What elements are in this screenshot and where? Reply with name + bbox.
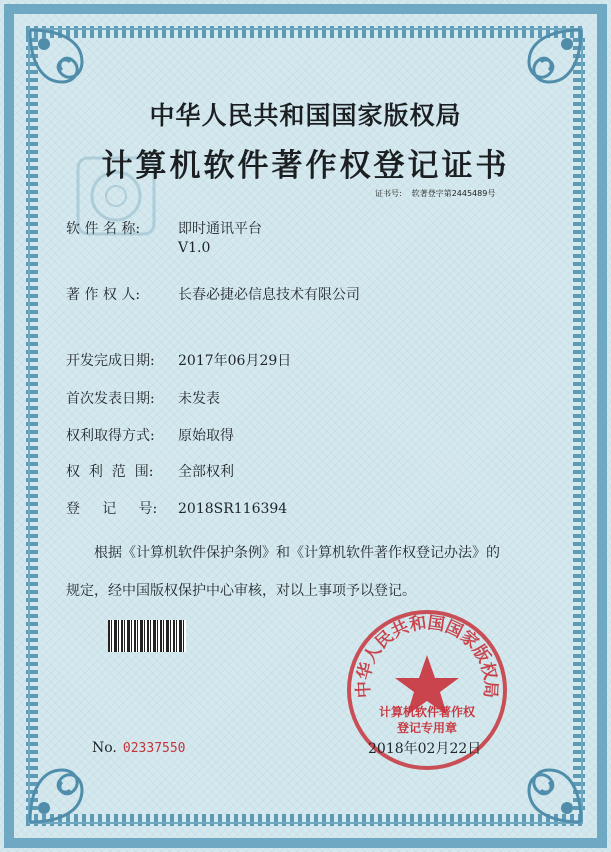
certificate-title: 计算机软件著作权登记证书 [101, 148, 510, 184]
first-publish-label: 首次发表日期: [66, 391, 155, 407]
corner-ornament-icon [499, 740, 589, 830]
owner-label: 著 作 权 人: [66, 287, 141, 303]
seal-line-2: 登记专用章 [396, 721, 457, 735]
software-name-value: 即时通讯平台 [178, 221, 262, 237]
acquisition-row [66, 425, 234, 445]
body-paragraph [66, 534, 556, 610]
serial-number-value: 02337550 [122, 741, 186, 756]
certificate-number [375, 188, 505, 199]
registration-value: 2018SR116394 [178, 501, 288, 517]
issue-date: 2018年02月22日 [368, 741, 482, 757]
first-publish-value: 未发表 [178, 391, 220, 407]
owner-value: 长春必捷必信息技术有限公司 [178, 287, 360, 303]
scope-value: 全部权利 [178, 464, 234, 480]
first-publish-row [66, 388, 220, 408]
registration-row [66, 498, 287, 518]
seal-line-1: 计算机软件著作权 [378, 705, 475, 719]
completion-date-row [66, 350, 291, 370]
software-name-label: 软 件 名 称: [66, 221, 141, 237]
barcode [108, 620, 186, 652]
acquisition-value: 原始取得 [178, 428, 234, 444]
issuer-title: 中华人民共和国国家版权局 [149, 101, 462, 130]
software-name-row [66, 218, 262, 256]
software-version-value: V1.0 [178, 240, 211, 256]
completion-date-value: 2017年06月29日 [178, 353, 292, 369]
serial-number-label: No. [92, 740, 117, 756]
scope-label: 权 利 范 围: [66, 464, 154, 480]
body-line-1: 根据《计算机软件保护条例》和《计算机软件著作权登记办法》的 [94, 545, 500, 561]
scope-row [66, 461, 234, 481]
seal-center-text [370, 704, 484, 736]
certificate-number-label: 证书号: [375, 189, 402, 198]
seal-ring-text: 中华人民共和国国家版权局 [353, 613, 501, 699]
certificate-number-value: 软著登字第2445489号 [411, 189, 496, 198]
registration-label: 登 记 号: [66, 501, 158, 517]
serial-number [92, 740, 186, 756]
body-line-2: 规定，经中国版权保护中心审核，对以上事项予以登记。 [66, 583, 416, 599]
completion-date-label: 开发完成日期: [66, 353, 155, 369]
owner-row [66, 284, 360, 304]
acquisition-label: 权利取得方式: [66, 428, 155, 444]
